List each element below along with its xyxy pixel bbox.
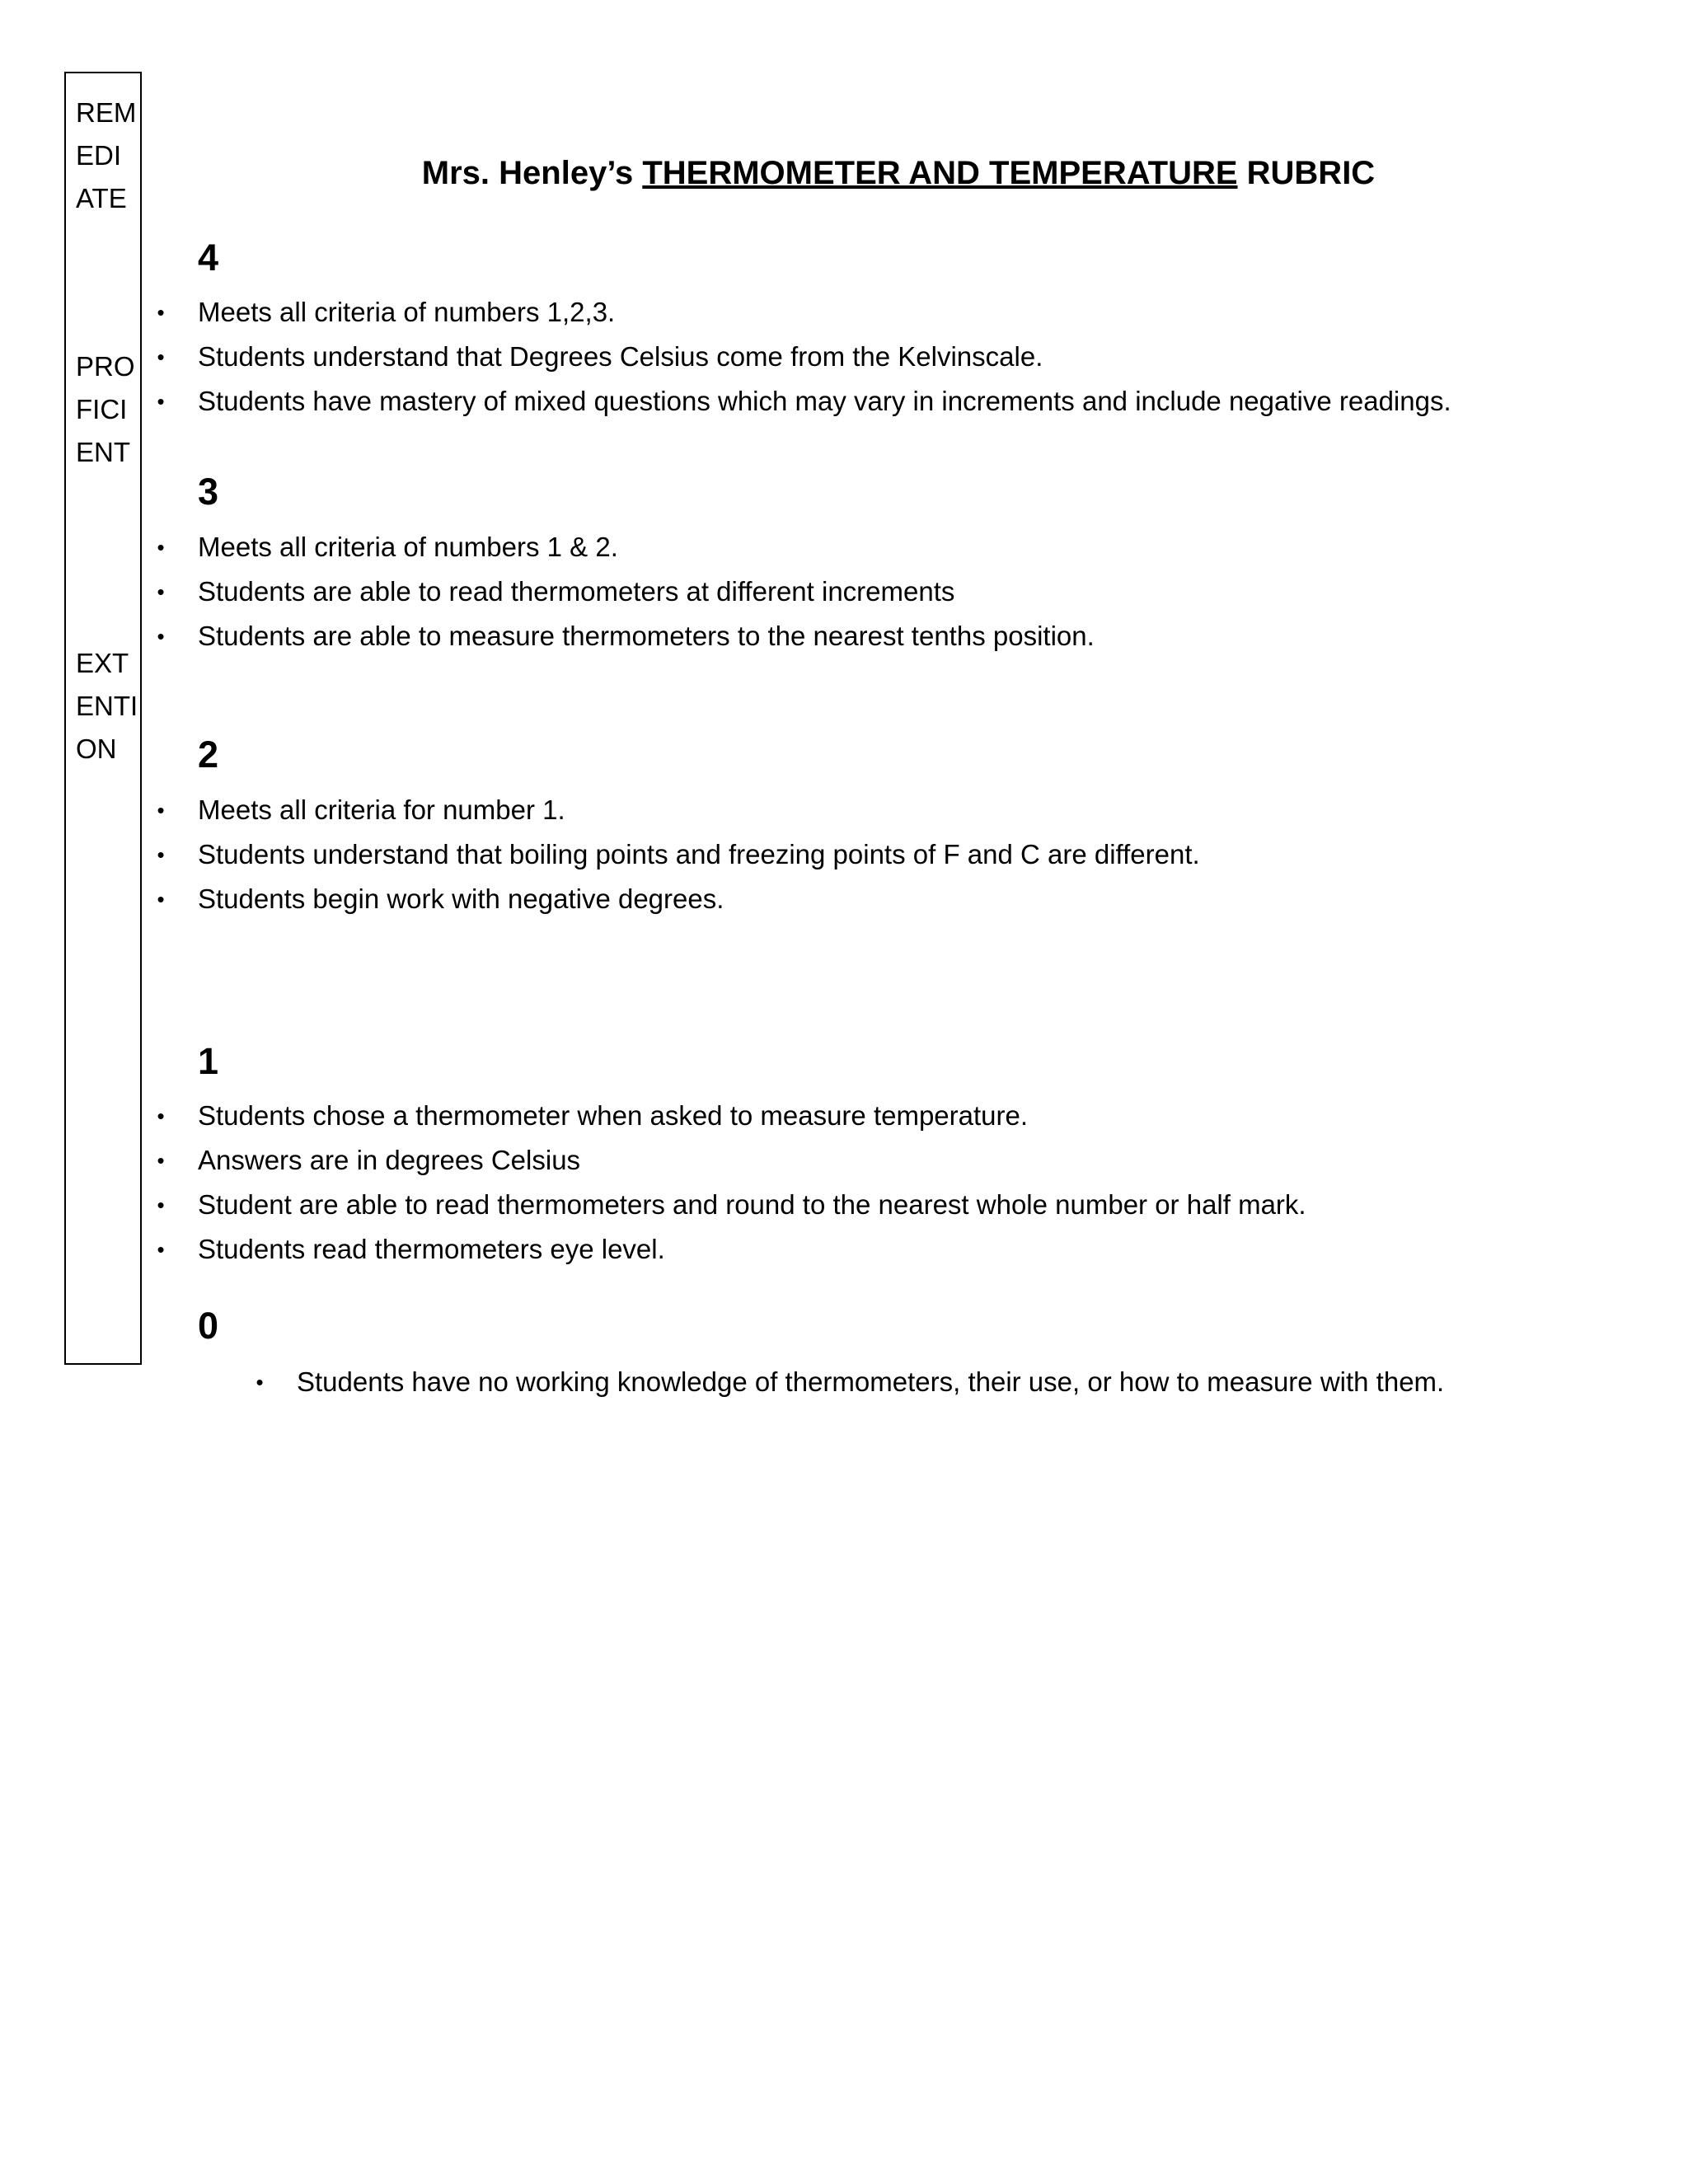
list-item: • Meets all criteria of numbers 1,2,3. (148, 290, 1451, 335)
bullet-icon: • (157, 344, 165, 369)
bullet-icon: • (157, 535, 165, 560)
list-item: • Students chose a thermometer when asked to measure temperature. (148, 1094, 1306, 1138)
list-item: • Students are able to measure thermometers to the nearest tenths position. (148, 614, 1095, 658)
score-heading-3: 3 (198, 471, 219, 513)
list-item: • Answers are in degrees Celsius (148, 1138, 1306, 1183)
list-item: • Students read thermometers eye level. (148, 1227, 1306, 1272)
list-item: • Meets all criteria of numbers 1 & 2. (148, 525, 1095, 569)
score-heading-0: 0 (198, 1305, 219, 1347)
side-label-extention: EXT ENTI ON (76, 648, 138, 764)
title-prefix: Mrs. Henley’s (421, 155, 643, 191)
side-label-proficient: PRO FICI ENT (76, 351, 135, 467)
criteria-list-0 (247, 1360, 1444, 1404)
page-title (214, 148, 1582, 198)
bullet-icon: • (157, 579, 165, 604)
list-item: • Students begin work with negative degrees. (148, 877, 1200, 921)
score-heading-1: 1 (198, 1040, 219, 1082)
criteria-list-2 (148, 788, 1200, 921)
bullet-icon: • (157, 624, 165, 649)
bullet-icon: • (256, 1370, 264, 1394)
criteria-list-4 (148, 290, 1451, 424)
bullet-icon: • (157, 1193, 165, 1217)
bullet-icon: • (157, 1148, 165, 1173)
list-item: • Student are able to read thermometers and round to the nearest whole number or half mark. (148, 1183, 1306, 1227)
bullet-icon: • (157, 887, 165, 912)
title-suffix: RUBRIC (1237, 155, 1376, 191)
list-item: • Meets all criteria for number 1. (148, 788, 1200, 832)
bullet-icon: • (157, 1104, 165, 1128)
list-item: • Students have no working knowledge of thermometers, their use, or how to measure with them. (247, 1360, 1444, 1404)
list-item: • Students have mastery of mixed questions which may vary in increments and include negative readings. (148, 379, 1451, 424)
title-underlined: THERMOMETER AND TEMPERATURE (642, 155, 1238, 191)
bullet-icon: • (157, 300, 165, 325)
category-sidebar (64, 72, 142, 1365)
list-item: • Students are able to read thermometers at different increments (148, 569, 1095, 614)
criteria-list-1 (148, 1094, 1306, 1272)
list-item: • Students understand that boiling points and freezing points of F and C are different. (148, 832, 1200, 877)
criteria-list-3 (148, 525, 1095, 658)
bullet-icon: • (157, 389, 165, 414)
bullet-icon: • (157, 842, 165, 867)
side-label-remediate: REM EDI ATE (76, 97, 137, 213)
bullet-icon: • (157, 798, 165, 823)
bullet-icon: • (157, 1237, 165, 1262)
list-item: • Students understand that Degrees Celsius come from the Kelvinscale. (148, 335, 1451, 379)
score-heading-2: 2 (198, 733, 219, 776)
score-heading-4: 4 (198, 237, 219, 279)
